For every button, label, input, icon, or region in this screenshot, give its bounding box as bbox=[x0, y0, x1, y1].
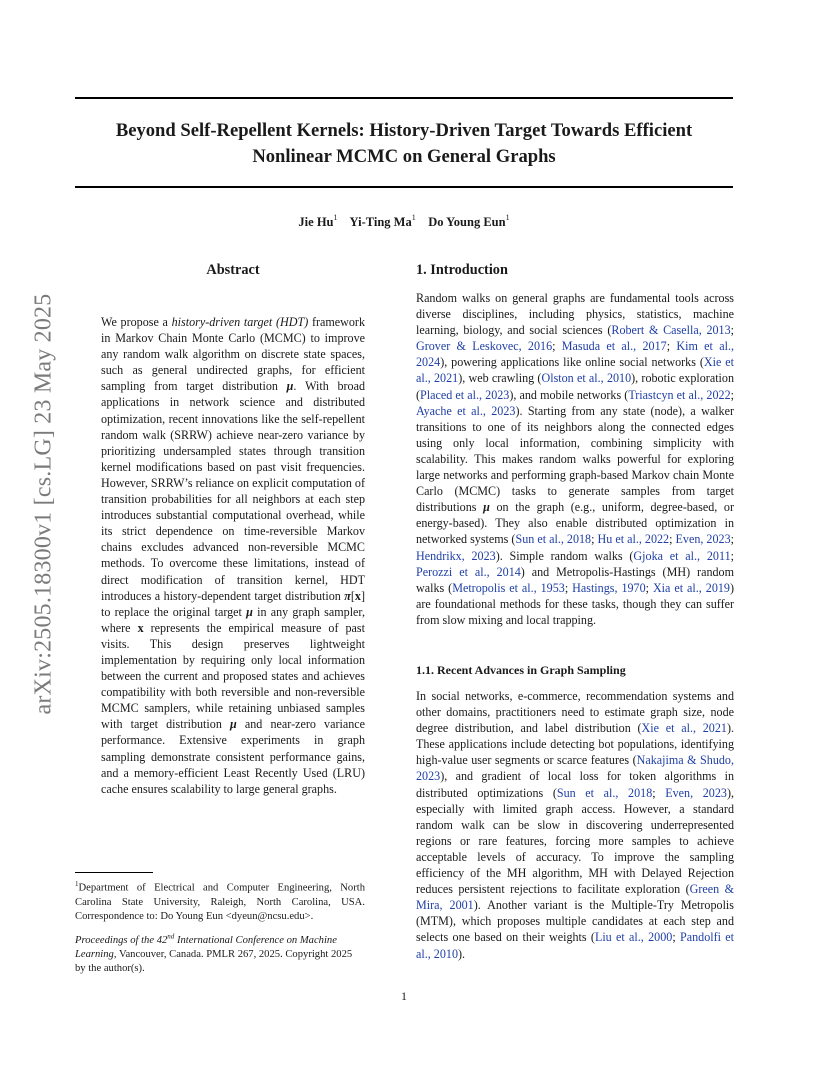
subsection-heading: 1.1. Recent Advances in Graph Sampling bbox=[416, 663, 626, 677]
abstract-heading: Abstract bbox=[206, 262, 260, 278]
author-affiliation-mark: 1 bbox=[333, 213, 338, 222]
arxiv-identifier-sidebar bbox=[24, 294, 64, 714]
title-line-1: Beyond Self-Repellent Kernels: History-Driven Target Towards Efficient bbox=[115, 120, 693, 141]
footnote-text: Department of Electrical and Computer Engineering, North Carolina State University, Raleigh, North Carolina, USA. Correspondence to: Do Young Eun <dyeun@ncsu.edu>. bbox=[75, 882, 365, 922]
author-name: Jie Hu bbox=[298, 215, 334, 229]
author-affiliation-mark: 1 bbox=[505, 213, 510, 222]
title-line-2: Nonlinear MCMC on General Graphs bbox=[252, 146, 556, 167]
introduction-paragraph: In social networks, e-commerce, recommendation systems and other domains, practitioners need to estimate graph size, node degree distribution, and label distribution (Xie et al., 2021). These applications include detecting bot populations, identifying high-value user segments or scarce features (Nakajima & Shudo, 2023), and gradient of local loss for token algorithms in distributed optimizations (Sun et al., 2018; Even, 2023), especially with limited graph access. However, a standard random walk can be slow in discovering underrepresented regions or rare features, forcing more samples to achieve acceptable levels of accuracy. To improve the sampling efficiency of the MH algorithm, MH with Delayed Rejection reduces persistent rejections to facilitate exploration (Green & Mira, 2001). Another variant is the Multiple-Try Metropolis (MTM), which proposes multiple candidates at each step and selects one based on their weights (Liu et al., 2000; Pandolfi et al., 2010). bbox=[416, 689, 735, 961]
abstract-body: We propose a history-driven target (HDT) framework in Markov Chain Monte Carlo (MCMC) to improve any random walk algorithm on discrete state spaces, such as general undirected graphs, for efficient sampling from target distribution μ. With broad applications in network science and distributed optimization, recent innovations like the self-repellent random walk (SRRW) achieve near-zero variance by prioritizing undersampled states through transition kernel modifications based on past visit frequencies. However, SRRW’s reliance on explicit computation of transition probabilities for all neighbors at each step introduces substantial computational overhead, while its strict dependence on time-reversible Markov chains excludes advanced non-reversible MCMC methods. To overcome these limitations, instead of direct modification of transition kernel, HDT introduces a history-dependent target distribution π[x] to replace the original target μ in any graph sampler, where x represents the empirical measure of past visits. This design preserves lightweight implementation by requiring only local information between the current and proposed states and achieves compatibility with both reversible and non-reversible MCMC samplers, while retaining unbiased samples with target distribution μ and near-zero variance performance. Extensive experiments in graph sampling demonstrate consistent performance gains, and a memory-efficient Least Recently Used (LRU) cache ensures scalability to large general graphs. bbox=[101, 315, 365, 796]
author-name: Yi-Ting Ma bbox=[349, 215, 412, 229]
title-bottom-rule bbox=[75, 186, 733, 188]
arxiv-id-text: arXiv:2505.18300v1 [cs.LG] 23 May 2025 bbox=[30, 293, 57, 715]
footnote-rule bbox=[75, 872, 153, 873]
proceedings-note: Proceedings of the 42nd International Conference on Machine Learning, Vancouver, Canada. PMLR 267, 2025. Copyright 2025 by the author(s). bbox=[75, 932, 353, 974]
author-affiliation-mark: 1 bbox=[411, 213, 416, 222]
paper-title bbox=[75, 118, 733, 170]
affiliation-footnote bbox=[75, 877, 365, 924]
introduction-paragraph: Random walks on general graphs are fundamental tools across diverse disciplines, including physics, statistics, machine learning, biology, and social sciences (Robert & Casella, 2013; Grover & Leskovec, 2016; Masuda et al., 2017; Kim et al., 2024), powering applications like online social networks (Xie et al., 2021), web crawling (Olston et al., 2010), robotic exploration (Placed et al., 2023), and mobile networks (Triastcyn et al., 2022; Ayache et al., 2023). Starting from any state (node), a walker transitions to one of its neighbors along the connected edges using only local information, combining simplicity with scalability. This makes random walks powerful for exploring large networks and performing graph-based Markov chain Monte Carlo (MCMC) tasks to generate samples from target distributions μ on the graph (e.g., uniform, degree-based, or energy-based). They also enable distributed optimization in networked systems (Sun et al., 2018; Hu et al., 2022; Even, 2023; Hendrikx, 2023). Simple random walks (Gjoka et al., 2011; Perozzi et al., 2014) and Metropolis-Hastings (MH) random walks (Metropolis et al., 1953; Hastings, 1970; Xia et al., 2019) are foundational methods for these tasks, though they can suffer from slow mixing and local trapping. bbox=[416, 291, 735, 627]
footnote-mark: 1 bbox=[75, 880, 79, 888]
title-top-rule bbox=[75, 97, 733, 99]
author-list bbox=[75, 215, 733, 230]
author-name: Do Young Eun bbox=[428, 215, 506, 229]
page-number: 1 bbox=[401, 989, 407, 1003]
introduction-heading: 1. Introduction bbox=[416, 262, 508, 278]
